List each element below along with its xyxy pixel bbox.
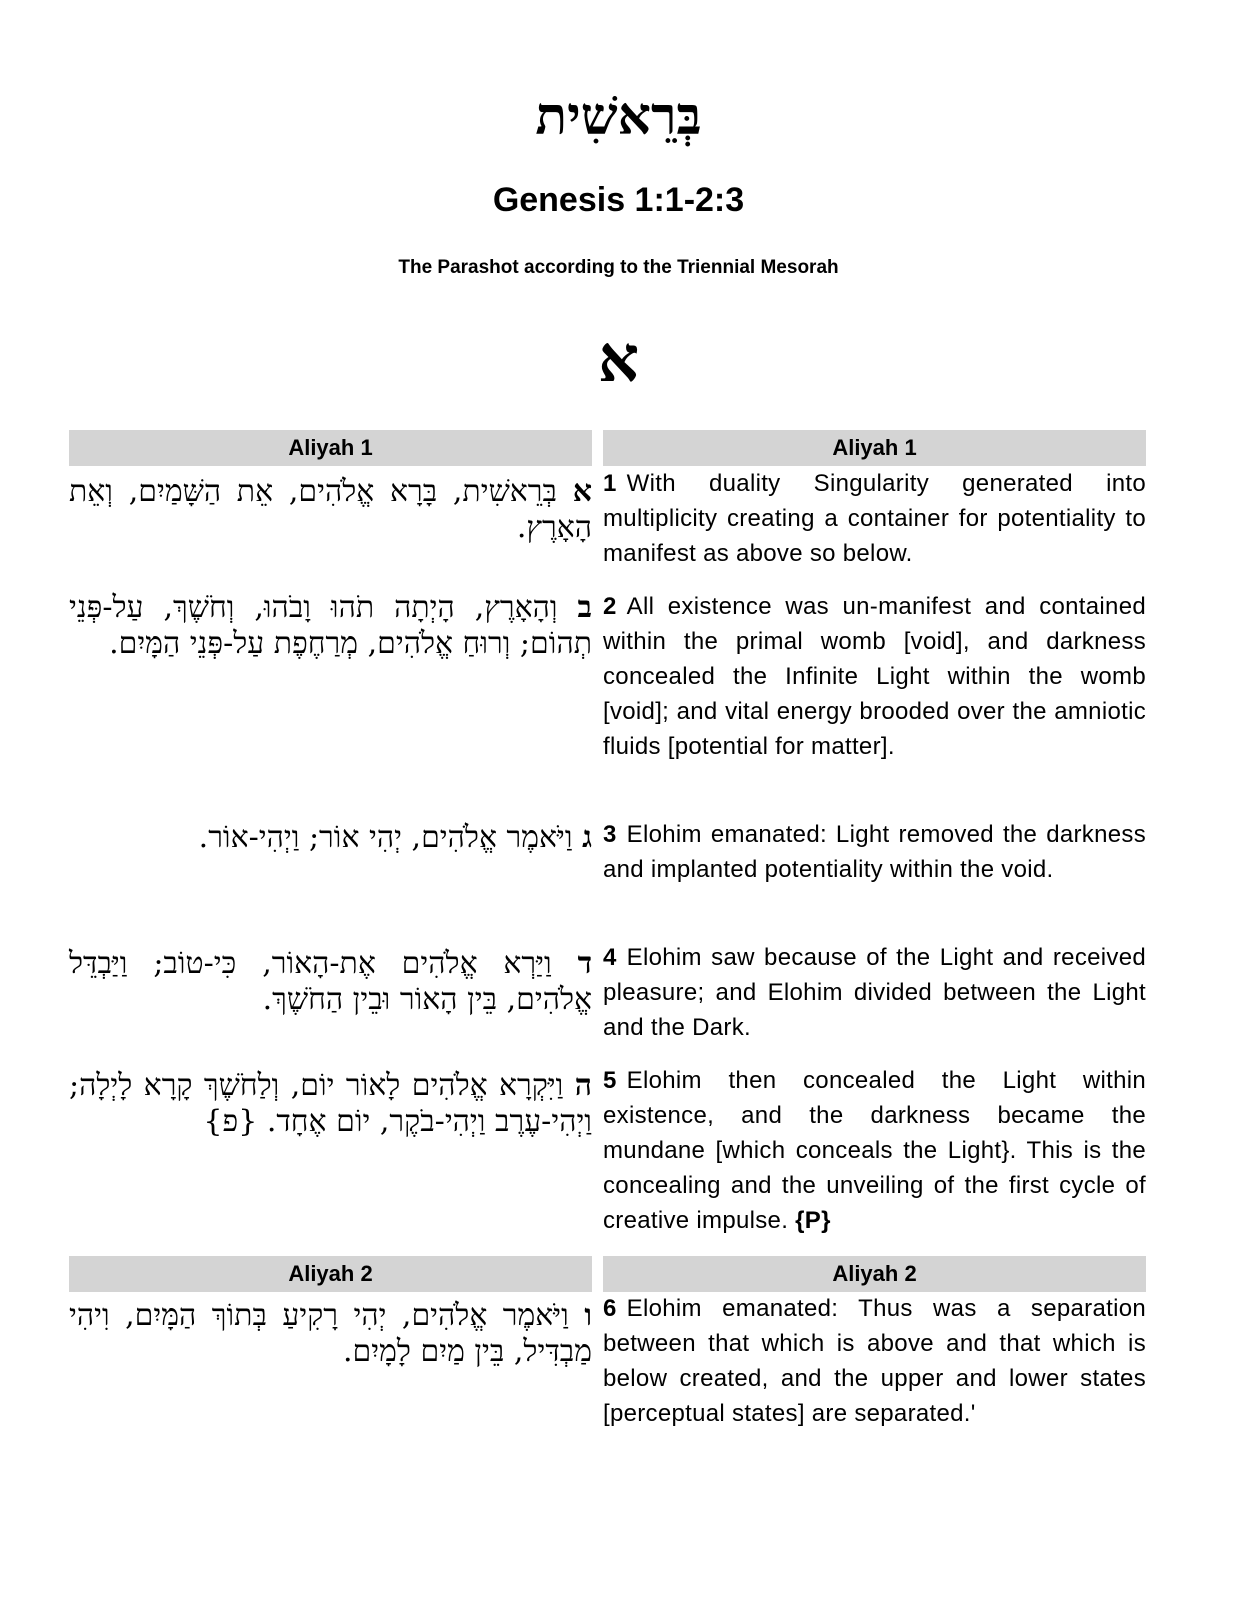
hebrew-verse-text: וַיֹּאמֶר אֱלֹהִים, יְהִי רָקִיעַ בְּתוֹךְ הַמָּיִם, וִיהִי מַבְדִּיל, בֵּין מַיִם לָמָיִם. bbox=[69, 1298, 592, 1369]
english-verse-number: 2 bbox=[603, 593, 617, 620]
english-verse-text: Elohim emanated: Thus was a separation between that which is above and that which is below created, and the upper and lower states [perceptual states] are separated.' bbox=[603, 1295, 1146, 1427]
english-verse-number: 6 bbox=[603, 1295, 617, 1322]
page-subtitle: The Parashot according to the Triennial Mesorah bbox=[398, 257, 839, 278]
english-verse-1 bbox=[603, 466, 1146, 571]
hebrew-verse-number: ב bbox=[577, 590, 592, 625]
hebrew-verse-5 bbox=[69, 1068, 592, 1140]
english-verse-text: Elohim saw because of the Light and received pleasure; and Elohim divided between the Light and the Dark. bbox=[603, 944, 1146, 1041]
hebrew-verse-4 bbox=[69, 946, 592, 1018]
english-verse-4 bbox=[603, 940, 1146, 1045]
hebrew-verse-text: וַיַּרְא אֱלֹהִים אֶת-הָאוֹר, כִּי-טוֹב; וַיַּבְדֵּל אֱלֹהִים, בֵּין הָאוֹר וּבֵין הַחֹשֶׁךְ. bbox=[69, 946, 592, 1017]
hebrew-verse-number: א bbox=[572, 474, 592, 509]
aliyah-header: Aliyah 1 bbox=[69, 430, 592, 466]
english-verse-3 bbox=[603, 817, 1146, 887]
english-verse-number: 1 bbox=[603, 470, 617, 497]
english-verse-5 bbox=[603, 1063, 1146, 1238]
hebrew-verse-3 bbox=[69, 820, 592, 856]
hebrew-verse-number: ד bbox=[577, 946, 592, 981]
aliyah-header: Aliyah 1 bbox=[603, 430, 1146, 466]
aliyah-1-english-header bbox=[603, 430, 1146, 466]
aliyah-2-hebrew-header bbox=[69, 1256, 592, 1292]
hebrew-verse-text: וַיֹּאמֶר אֱלֹהִים, יְהִי אוֹר; וַיְהִי-אוֹר. bbox=[198, 820, 573, 855]
english-verse-2 bbox=[603, 589, 1146, 764]
english-verse-number: 4 bbox=[603, 944, 617, 971]
english-verse-number: 3 bbox=[603, 821, 617, 848]
hebrew-verse-6 bbox=[69, 1298, 592, 1370]
hebrew-verse-number: ו bbox=[584, 1298, 592, 1333]
aliyah-header: Aliyah 2 bbox=[603, 1256, 1146, 1292]
aliyah-header: Aliyah 2 bbox=[69, 1256, 592, 1292]
page-title: Genesis 1:1-2:3 bbox=[492, 181, 745, 219]
hebrew-verse-text: בְּרֵאשִׁית, בָּרָא אֱלֹהִים, אֵת הַשָּׁמַיִם, וְאֵת הָאָרֶץ. bbox=[69, 474, 592, 545]
english-verse-text: All existence was un-manifest and contained within the primal womb [void], and darkness concealed the Infinite Light within the womb [void]; and vital energy brooded over the amniotic fluids [potential for matter]. bbox=[603, 593, 1146, 760]
hebrew-verse-1 bbox=[69, 474, 592, 546]
section-letter: א bbox=[597, 322, 640, 397]
parashah-marker: {P} bbox=[795, 1207, 831, 1234]
aliyah-1-hebrew-header bbox=[69, 430, 592, 466]
english-verse-number: 5 bbox=[603, 1067, 617, 1094]
hebrew-verse-number: ה bbox=[574, 1068, 592, 1103]
aliyah-2-english-header bbox=[603, 1256, 1146, 1292]
hebrew-title: בְּרֵאשִׁית bbox=[535, 86, 702, 147]
english-verse-text: With duality Singularity generated into multiplicity creating a container for potentiality to manifest as above so below. bbox=[603, 470, 1146, 567]
hebrew-verse-text: וַיִּקְרָא אֱלֹהִים לָאוֹר יוֹם, וְלַחֹשֶׁךְ קָרָא לָיְלָה; וַיְהִי-עֶרֶב וַיְהִי-בֹקֶר, יוֹם אֶחָד. {פ} bbox=[69, 1068, 592, 1139]
english-verse-text: Elohim emanated: Light removed the darkness and implanted potentiality within the void. bbox=[603, 821, 1146, 883]
hebrew-verse-text: וְהָאָרֶץ, הָיְתָה תֹהוּ וָבֹהוּ, וְחֹשֶׁךְ, עַל-פְּנֵי תְהוֹם; וְרוּחַ אֱלֹהִים, מְרַחֶפֶת עַל-פְּנֵי הַמָּיִם. bbox=[69, 590, 592, 661]
english-verse-6 bbox=[603, 1291, 1146, 1431]
hebrew-verse-2 bbox=[69, 590, 592, 662]
hebrew-verse-number: ג bbox=[582, 820, 592, 855]
english-verse-text: Elohim then concealed the Light within existence, and the darkness became the mundane [which conceals the Light}. This is the concealing and the unveiling of the first cycle of creative impulse. bbox=[603, 1067, 1146, 1234]
